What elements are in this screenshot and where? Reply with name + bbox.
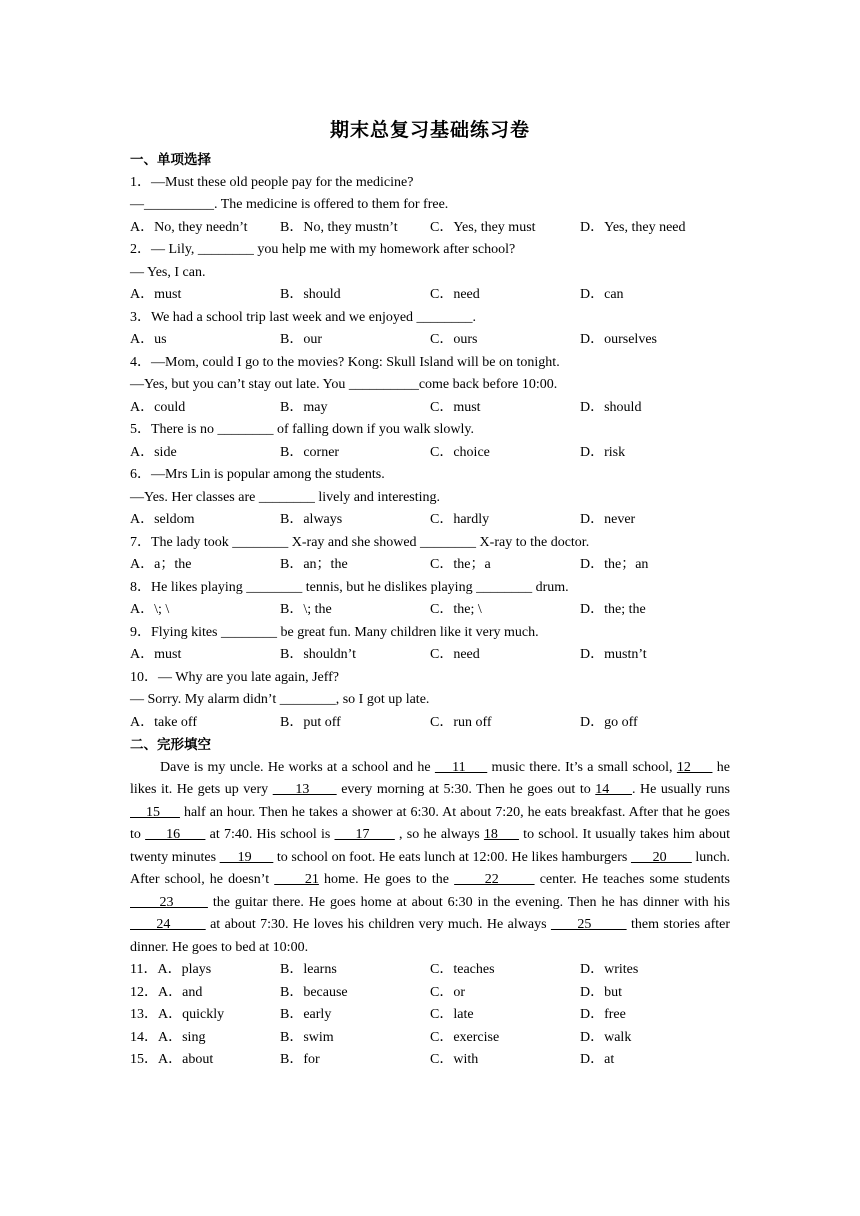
passage-text: to school. It usually takes him about twenty minutes bbox=[130, 827, 731, 865]
passage-text: them stories after dinner. He goes to bed at 10:00. bbox=[130, 917, 731, 955]
passage-text: the guitar there. He goes home at about 6:30 in the evening. Then he has dinner with his bbox=[207, 894, 730, 910]
passage-text: at 7:40. His school is bbox=[205, 827, 335, 842]
option-c: C．run off bbox=[430, 714, 492, 730]
option-c: C．or bbox=[430, 984, 465, 1000]
option-d: D．risk bbox=[580, 444, 626, 460]
option-c: C．with bbox=[430, 1052, 479, 1067]
option-b: B．our bbox=[280, 332, 322, 347]
blank: 17 bbox=[334, 827, 395, 842]
option-b: B．early bbox=[280, 1007, 332, 1022]
option-c: C．need bbox=[430, 647, 480, 662]
options-row bbox=[130, 1027, 730, 1050]
section-heading: 一、单项选择 bbox=[130, 152, 211, 168]
cloze-passage bbox=[130, 757, 730, 960]
option-b: B．for bbox=[280, 1052, 320, 1067]
option-d: D．can bbox=[580, 287, 624, 302]
blank: 13 bbox=[272, 782, 337, 797]
options-row bbox=[130, 712, 730, 735]
option-b: B．an；the bbox=[280, 557, 348, 572]
option-a: A．\; \ bbox=[130, 602, 170, 617]
option-a: A．a；the bbox=[130, 557, 192, 572]
option-d: D．ourselves bbox=[580, 332, 657, 347]
option-a: 14．A．sing bbox=[130, 1029, 206, 1045]
option-d: D．should bbox=[580, 399, 642, 415]
option-a: A．seldom bbox=[130, 512, 195, 527]
blank: 21 bbox=[274, 872, 319, 887]
option-b: B．always bbox=[280, 512, 343, 527]
passage-text: , so he always bbox=[394, 827, 484, 842]
passage-text: at about 7:30. He loves his children very much. He always bbox=[205, 917, 551, 932]
options-row bbox=[130, 1049, 730, 1072]
passage-text: half an hour. Then he takes a shower at 6:30. At about 7:20, he eats breakfast. After that he goes to bbox=[130, 804, 730, 842]
options-row bbox=[130, 509, 730, 532]
option-a: A．No, they needn’t bbox=[130, 219, 248, 235]
question-stem: 5．There is no ________ of falling down if you walk slowly. bbox=[130, 422, 474, 437]
question bbox=[130, 464, 730, 532]
passage-text: . He usually runs bbox=[631, 782, 730, 797]
options-row bbox=[130, 644, 730, 667]
blank: 25 bbox=[550, 917, 627, 932]
option-d: D．mustn’t bbox=[580, 647, 647, 662]
blank: 16 bbox=[145, 827, 206, 842]
question-stem: 8．He likes playing ________ tennis, but he dislikes playing ________ drum. bbox=[130, 579, 569, 595]
cloze-questions bbox=[130, 959, 730, 1072]
question-dialogue-line: —__________. The medicine is offered to them for free. bbox=[130, 197, 449, 212]
option-a: 11．A．plays bbox=[130, 962, 212, 977]
section-heading: 二、完形填空 bbox=[130, 737, 211, 753]
question-stem: 1．—Must these old people pay for the medicine? bbox=[130, 174, 414, 190]
option-a: A．side bbox=[130, 444, 177, 460]
question-dialogue-line: —Yes. Her classes are ________ lively and interesting. bbox=[130, 489, 441, 505]
question bbox=[130, 352, 730, 420]
passage-text: lunch. After school, he doesn’t bbox=[130, 849, 731, 887]
blank: 20 bbox=[630, 849, 692, 865]
page-title: 期末总复习基础练习卷 bbox=[329, 119, 530, 141]
options-row bbox=[130, 982, 730, 1005]
question-stem: 10．— Why are you late again, Jeff? bbox=[130, 669, 340, 685]
blank: 14 bbox=[595, 782, 632, 797]
option-b: B．should bbox=[280, 287, 341, 302]
options-row bbox=[130, 397, 730, 420]
passage-text: every morning at 5:30. Then he goes out to bbox=[336, 782, 596, 797]
blank: 19 bbox=[219, 849, 274, 865]
question-dialogue-line: — Sorry. My alarm didn’t ________, so I got up late. bbox=[130, 692, 430, 707]
option-a: A．take off bbox=[130, 714, 197, 730]
question bbox=[130, 622, 730, 667]
option-a: A．us bbox=[130, 332, 167, 347]
option-b: B．may bbox=[280, 399, 328, 415]
question-dialogue-line: —Yes, but you can’t stay out late. You __________come back before 10:00. bbox=[130, 377, 558, 392]
question-dialogue-line: — Yes, I can. bbox=[130, 264, 206, 280]
option-d: D．Yes, they need bbox=[580, 219, 686, 235]
passage-text: Dave is my uncle. He works at a school and he bbox=[160, 759, 435, 775]
option-a: A．must bbox=[130, 647, 182, 662]
options-row bbox=[130, 959, 730, 982]
passage-text: home. He goes to the bbox=[318, 872, 455, 887]
passage-text: center. He teaches some students bbox=[534, 872, 731, 887]
blank: 18 bbox=[483, 827, 519, 842]
blank: 24 bbox=[130, 917, 206, 932]
option-c: C．must bbox=[430, 399, 481, 415]
passage-text: music there. It’s a small school, bbox=[487, 759, 677, 775]
option-a: 12．A．and bbox=[130, 984, 203, 1000]
option-c: C．choice bbox=[430, 444, 490, 460]
blank: 23 bbox=[130, 894, 208, 910]
option-b: B．corner bbox=[280, 444, 340, 460]
option-c: C．ours bbox=[430, 332, 478, 347]
option-c: C．hardly bbox=[430, 512, 490, 527]
question-stem: 7．The lady took ________ X-ray and she showed ________ X-ray to the doctor. bbox=[130, 534, 590, 550]
question bbox=[130, 419, 730, 464]
option-d: D．free bbox=[580, 1007, 626, 1022]
option-c: C．Yes, they must bbox=[430, 219, 536, 235]
option-d: D．walk bbox=[580, 1029, 632, 1045]
options-row bbox=[130, 284, 730, 307]
options-row bbox=[130, 599, 730, 622]
option-b: B．No, they mustn’t bbox=[280, 219, 398, 235]
question bbox=[130, 577, 730, 622]
option-a: A．must bbox=[130, 287, 182, 302]
option-d: D．the；an bbox=[580, 557, 649, 572]
option-d: D．writes bbox=[580, 962, 639, 977]
option-a: 13．A．quickly bbox=[130, 1007, 225, 1022]
passage-text: he likes it. He gets up very bbox=[130, 759, 730, 797]
option-c: C．late bbox=[430, 1007, 474, 1022]
blank: 12 bbox=[676, 759, 713, 775]
question bbox=[130, 532, 730, 577]
multiple-choice-section bbox=[130, 172, 730, 735]
option-c: C．teaches bbox=[430, 962, 495, 977]
option-d: D．at bbox=[580, 1052, 615, 1067]
option-b: B．learns bbox=[280, 962, 337, 977]
blank: 22 bbox=[454, 872, 535, 887]
option-b: B．put off bbox=[280, 714, 341, 730]
option-c: C．the; \ bbox=[430, 602, 482, 617]
question bbox=[130, 667, 730, 735]
option-a: 15．A．about bbox=[130, 1052, 214, 1067]
question bbox=[130, 307, 730, 352]
options-row bbox=[130, 442, 730, 465]
option-d: D．go off bbox=[580, 714, 638, 730]
question-stem: 3．We had a school trip last week and we enjoyed ________. bbox=[130, 309, 477, 325]
blank: 11 bbox=[434, 759, 488, 775]
option-d: D．never bbox=[580, 512, 636, 527]
option-b: B．shouldn’t bbox=[280, 647, 356, 662]
question-stem: 2．— Lily, ________ you help me with my homework after school? bbox=[130, 242, 516, 257]
option-c: C．exercise bbox=[430, 1029, 500, 1045]
blank: 15 bbox=[130, 804, 180, 820]
options-row bbox=[130, 329, 730, 352]
options-row bbox=[130, 217, 730, 240]
option-a: A．could bbox=[130, 399, 186, 415]
passage-text: to school on foot. He eats lunch at 12:00. He likes hamburgers bbox=[273, 849, 631, 865]
question bbox=[130, 239, 730, 307]
content bbox=[130, 149, 730, 1072]
options-row bbox=[130, 1004, 730, 1027]
option-b: B．\; the bbox=[280, 602, 332, 617]
option-c: C．need bbox=[430, 287, 480, 302]
option-d: D．but bbox=[580, 984, 622, 1000]
question-stem: 6．—Mrs Lin is popular among the students. bbox=[130, 467, 385, 482]
option-b: B．swim bbox=[280, 1029, 334, 1045]
option-c: C．the；a bbox=[430, 557, 491, 572]
question-stem: 4．—Mom, could I go to the movies? Kong: Skull Island will be on tonight. bbox=[130, 354, 560, 370]
options-row bbox=[130, 554, 730, 577]
question-stem: 9．Flying kites ________ be great fun. Many children like it very much. bbox=[130, 624, 539, 640]
question bbox=[130, 172, 730, 240]
option-b: B．because bbox=[280, 984, 348, 1000]
option-d: D．the; the bbox=[580, 602, 646, 617]
